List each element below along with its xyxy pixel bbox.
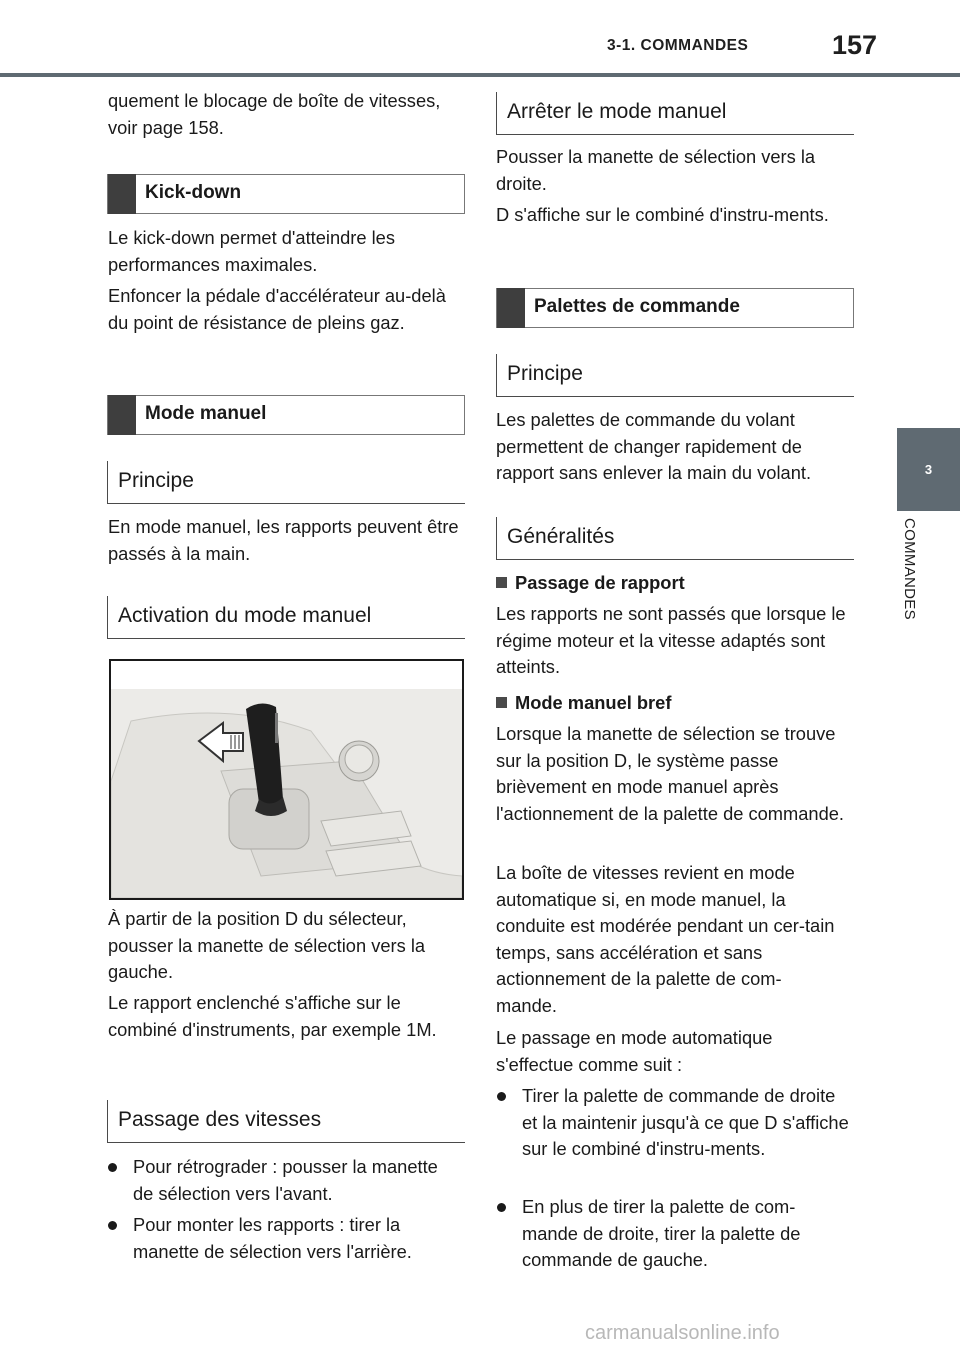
square-bullet-icon <box>496 697 507 708</box>
square-bullet-icon <box>496 577 507 588</box>
bullet-item <box>133 1212 463 1265</box>
subheading-activation <box>107 596 465 639</box>
bullet-icon <box>497 1203 506 1212</box>
chapter-label: COMMANDES <box>901 518 918 620</box>
bullet-icon <box>108 1163 117 1172</box>
heading-text: Palettes de commande <box>534 296 740 317</box>
principe-paragraph: En mode manuel, les rapports peuvent être passés à la main. <box>108 516 459 564</box>
arret-paragraph-1: Pousser la manette de sélection vers la droite. <box>496 146 816 194</box>
heading-marker <box>108 395 136 435</box>
heading-marker <box>108 174 136 214</box>
bref-paragraph-3: Le passage en mode automatique s'effectue comme suit : <box>496 1027 773 1075</box>
subheading-text: Principe <box>507 362 583 385</box>
bullet-item <box>133 1154 463 1207</box>
palettes-principe-paragraph: Les palettes de commande du volant permettent de changer rapidement de rapport sans enlever la main du volant. <box>496 409 812 483</box>
bref-paragraph-1: Lorsque la manette de sélection se trouve sur la position D, le système passe brièvement en mode manuel après l'actionnement de la palette de commande. <box>496 723 845 824</box>
bullet-text: Tirer la palette de commande de droite et la maintenir jusqu'à ce que D s'affiche sur le combiné d'instru-ments. <box>522 1085 849 1159</box>
subheading-arret <box>496 92 854 135</box>
bref-paragraph-2: La boîte de vitesses revient en mode automatique si, en mode manuel, la conduite est modérée pendant un cer-tain temps, sans accélération et sans actionnement de la palette de com-mande. <box>496 862 835 1016</box>
bullet-text: Pour rétrograder : pousser la manette de sélection vers l'avant. <box>133 1156 438 1204</box>
subheading-text: Activation du mode manuel <box>118 604 372 627</box>
heading-marker <box>497 288 525 328</box>
header-rule <box>0 73 960 77</box>
chapter-tab <box>897 428 960 511</box>
subheading-text: Passage des vitesses <box>118 1108 322 1131</box>
activation-paragraph-2: Le rapport enclenché s'affiche sur le combiné d'instruments, par exemple 1M. <box>108 992 437 1040</box>
bullet-item <box>522 1083 850 1163</box>
kickdown-paragraph-1: Le kick-down permet d'atteindre les performances maximales. <box>108 227 395 275</box>
heading-text: Mode manuel <box>145 403 267 424</box>
subheading-text: Arrêter le mode manuel <box>507 100 727 123</box>
section-heading-manual <box>107 395 465 435</box>
heading-text: Kick-down <box>145 182 242 203</box>
bullet-text: Pour monter les rapports : tirer la manette de sélection vers l'arrière. <box>133 1214 412 1262</box>
subheading-text: Généralités <box>507 525 615 548</box>
subheading-principe-right <box>496 354 854 397</box>
bullet-item <box>522 1194 850 1274</box>
bref-heading: Mode manuel bref <box>496 690 851 717</box>
passage-rapport-heading: Passage de rapport <box>496 570 851 597</box>
kickdown-paragraph-2: Enfoncer la pédale d'accélérateur au-delà du point de résistance de pleins gaz. <box>108 285 446 333</box>
chapter-number: 3 <box>924 462 933 477</box>
page-number: 157 <box>832 30 878 60</box>
activation-paragraph-1: À partir de la position D du sélecteur, pousser la manette de sélection vers la gauche. <box>108 908 426 982</box>
arret-paragraph-2: D s'affiche sur le combiné d'instru-ments. <box>496 204 829 225</box>
gear-selector-drawing <box>111 661 462 898</box>
bullet-icon <box>497 1092 506 1101</box>
passage-rapport-paragraph: Les rapports ne sont passés que lorsque le régime moteur et la vitesse adaptés sont atteints. <box>496 603 846 677</box>
running-header-section: 3-1. COMMANDES <box>607 37 749 54</box>
gear-selector-illustration <box>109 659 464 900</box>
subheading-text: Principe <box>118 469 194 492</box>
subheading-principe <box>107 461 465 504</box>
watermark: carmanualsonline.info <box>585 1322 780 1344</box>
chapter-label-container <box>893 518 953 658</box>
section-heading-palettes <box>496 288 854 328</box>
section-heading-kickdown <box>107 174 465 214</box>
bullet-text: En plus de tirer la palette de com-mande de droite, tirer la palette de commande de gauche. <box>522 1196 801 1270</box>
subheading-passage <box>107 1100 465 1143</box>
intro-paragraph: quement le blocage de boîte de vitesses, voir page 158. <box>108 90 441 138</box>
bullet-icon <box>108 1221 117 1230</box>
subheading-generalites <box>496 517 854 560</box>
